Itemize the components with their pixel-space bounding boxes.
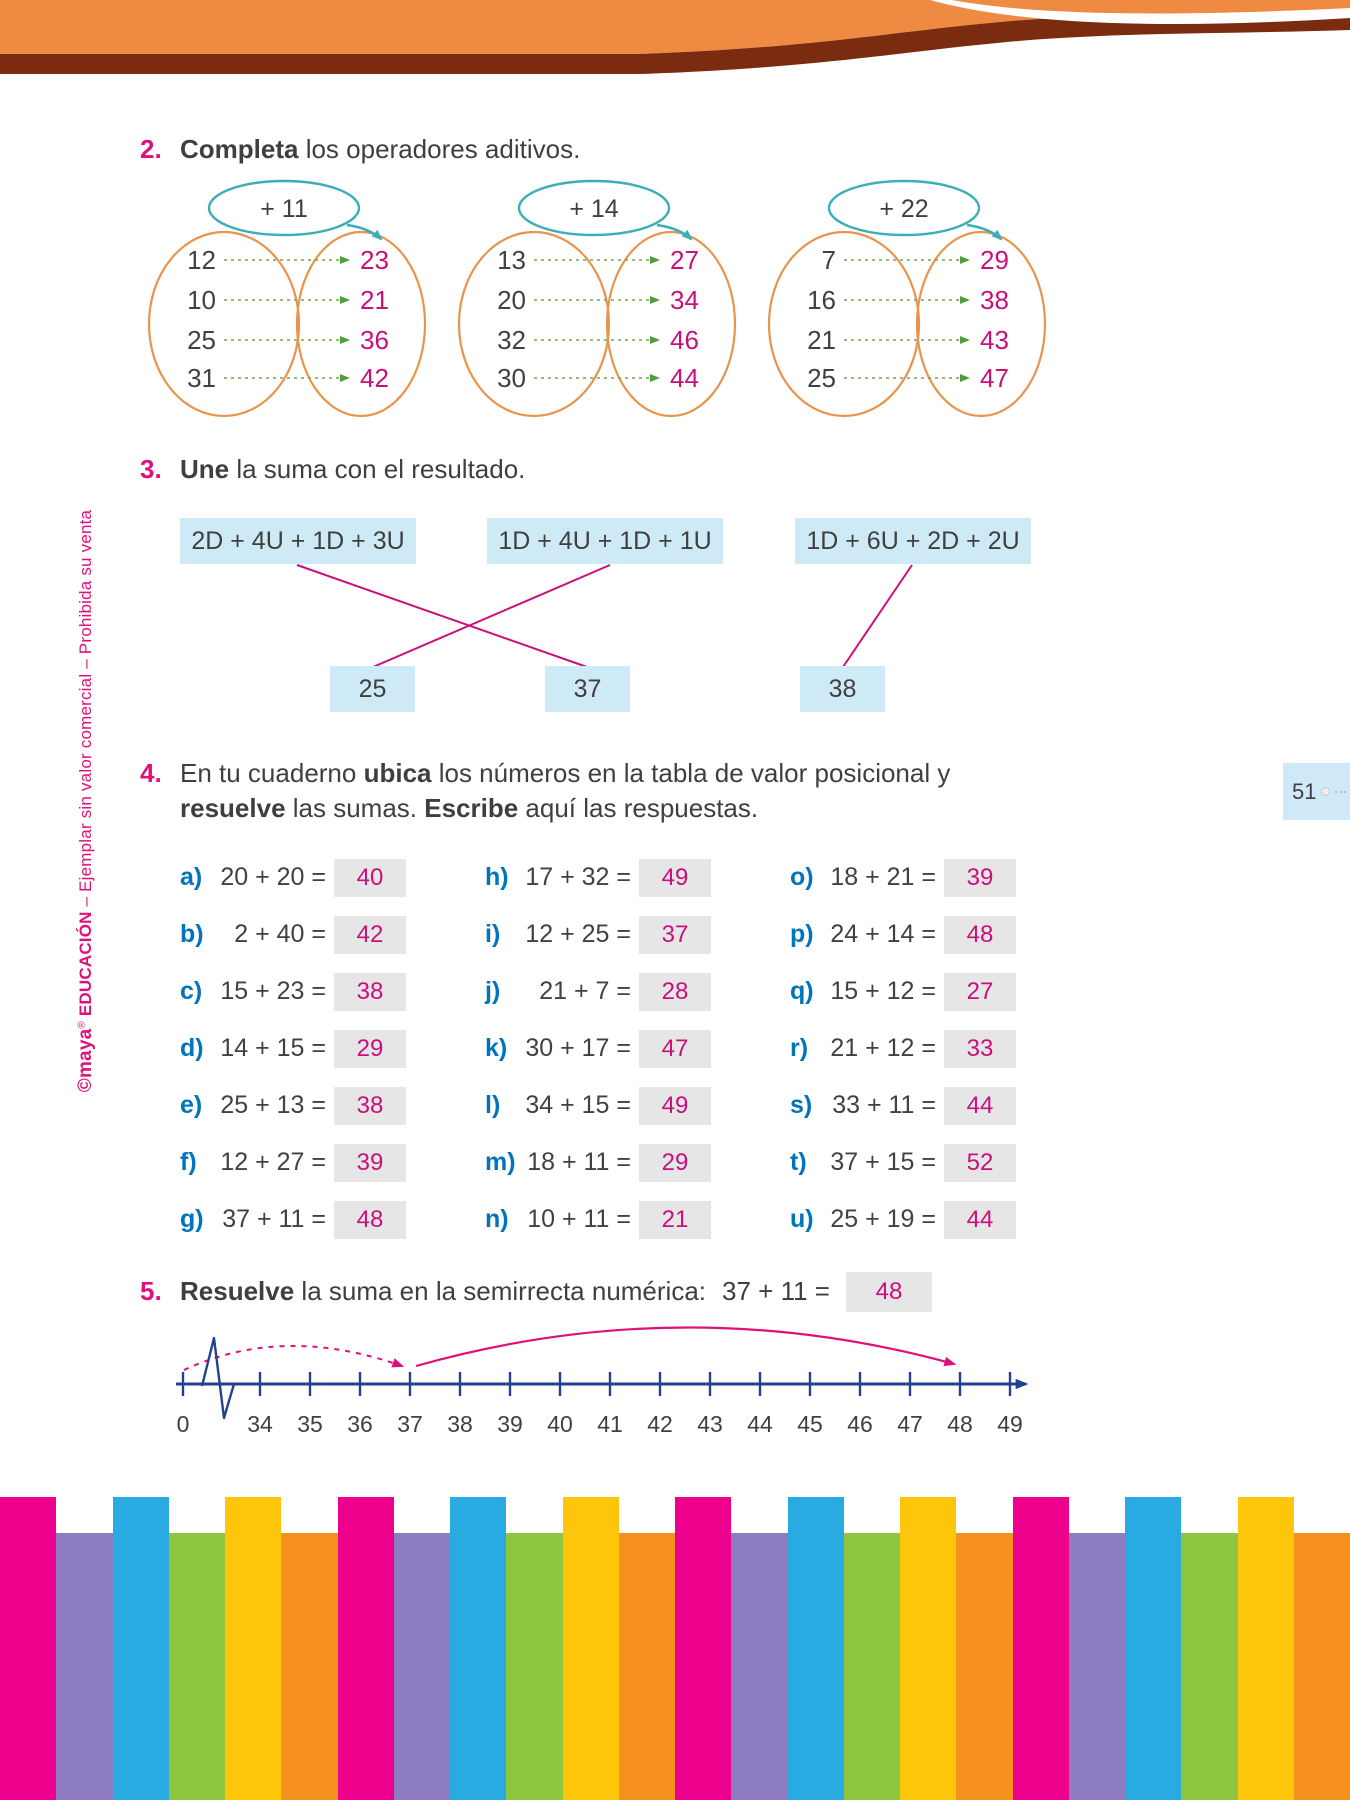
answer-box[interactable]: 39 [334,1144,406,1182]
result-text: 37 [573,674,602,703]
answer-box[interactable]: 49 [639,1087,711,1125]
answer-box[interactable]: 40 [334,859,406,897]
problems-column-2 [485,849,711,1248]
footer-bar [563,1497,619,1800]
footer-bar [675,1497,731,1800]
problem-letter: k) [485,1034,508,1062]
footer-bar [225,1497,281,1800]
footer-bar [619,1533,675,1800]
jump-37-to-48-arc [416,1327,954,1366]
answer-box[interactable]: 48 [334,1201,406,1239]
problem-expression: 21 + 12 = [830,1034,936,1062]
tick-label: 36 [347,1411,373,1437]
title-rest: la suma en la semirrecta numérica: [294,1276,707,1307]
title-bold: Une [180,454,230,484]
sum-text: 2D + 4U + 1D + 3U [191,526,405,555]
input-number: 25 [807,363,836,393]
problem-letter: q) [790,977,814,1005]
tick-label: 48 [947,1411,973,1437]
problem-letter: o) [790,863,814,891]
problem-letter: t) [790,1148,807,1176]
problem-expression: 24 + 14 = [830,920,936,948]
tick-label: 49 [997,1411,1023,1437]
problem-row [180,963,406,1020]
answer-box[interactable]: 39 [944,859,1016,897]
problem-row [180,1020,406,1077]
footer-bar [1181,1533,1237,1800]
footer-bars [0,1497,1350,1800]
problem-row [180,1077,406,1134]
tick-label: 0 [176,1411,190,1437]
problem-expression: 12 + 25 = [525,920,631,948]
title-bold: resuelve [180,793,286,824]
problem-letter: g) [180,1205,204,1233]
footer-bar [169,1533,225,1800]
exercise3-heading [140,452,1100,487]
output-number: 27 [670,245,699,275]
output-number: 47 [980,363,1009,393]
equation: 37 + 11 = [722,1276,830,1307]
footer-bar [506,1533,562,1800]
title-part: los números en la tabla de valor posicional y [431,758,951,788]
page-dot-icon [1321,787,1330,796]
answer-box[interactable]: 29 [639,1144,711,1182]
footer-bar [956,1533,1012,1800]
footer-bar [844,1533,900,1800]
footer-bar [1069,1533,1125,1800]
input-number: 13 [497,245,526,275]
result-text: 25 [358,674,387,703]
answer-box[interactable]: 44 [944,1201,1016,1239]
problem-expression: 30 + 17 = [525,1034,631,1062]
operator-label: + 14 [569,195,619,223]
input-number: 16 [807,285,836,315]
problems-column-3 [790,849,1016,1248]
number-line [168,1322,1060,1454]
tick-label: 47 [897,1411,923,1437]
result-box-37[interactable] [545,666,630,712]
problem-letter: c) [180,977,203,1005]
problem-expression: 14 + 15 = [220,1034,326,1062]
exercise2-heading [140,132,1100,167]
output-number: 42 [360,363,389,393]
problem-expression: 17 + 32 = [525,863,631,891]
operator-diagram-1 [148,178,438,426]
footer-bar [113,1497,169,1800]
output-number: 23 [360,245,389,275]
input-number: 31 [187,363,216,393]
input-number: 12 [187,245,216,275]
axis-break-icon [202,1338,234,1418]
output-number: 21 [360,285,389,315]
title-rest: la suma con el resultado. [229,454,526,484]
tick-label: 37 [397,1411,423,1437]
tick-label: 43 [697,1411,723,1437]
footer-bar [1125,1497,1181,1800]
title-bold: Escribe [424,793,519,824]
problem-expression: 2 + 40 = [234,920,326,948]
output-number: 46 [670,325,699,355]
output-number: 43 [980,325,1009,355]
answer-box[interactable]: 21 [639,1201,711,1239]
tick-label: 44 [747,1411,773,1437]
problem-row [790,849,1016,906]
problem-expression: 20 + 20 = [220,863,326,891]
answer-box[interactable]: 49 [639,859,711,897]
footer-bar [281,1533,337,1800]
result-box-38[interactable] [800,666,885,712]
tick-label: 46 [847,1411,873,1437]
title-part: En tu cuaderno [180,758,364,788]
problem-row [485,1134,711,1191]
footer-bar [394,1533,450,1800]
problem-letter: s) [790,1091,813,1119]
problem-row [180,1134,406,1191]
problem-expression: 12 + 27 = [220,1148,326,1176]
tick-label: 45 [797,1411,823,1437]
footer-bar [56,1533,112,1800]
answer-box[interactable]: 48 [846,1272,932,1312]
answer-box[interactable]: 38 [334,1087,406,1125]
output-number: 29 [980,245,1009,275]
problem-expression: 15 + 12 = [830,977,936,1005]
footer-bar [788,1497,844,1800]
problem-row [790,1077,1016,1134]
footer-bar [731,1533,787,1800]
problem-letter: r) [790,1034,809,1062]
problem-letter: a) [180,863,203,891]
problem-row [790,1134,1016,1191]
problem-row [485,1077,711,1134]
registered-mark: ® [76,1021,88,1029]
result-box-25[interactable] [330,666,415,712]
exercise-number: 2. [140,134,162,164]
problem-expression: 25 + 13 = [220,1091,326,1119]
problem-expression: 18 + 21 = [830,863,936,891]
input-number: 32 [497,325,526,355]
problem-expression: 37 + 11 = [222,1205,326,1233]
match-line-3 [843,565,912,667]
sum-box-2[interactable] [487,518,723,564]
problem-row [790,906,1016,963]
input-number: 21 [807,325,836,355]
problem-row [485,849,711,906]
problem-expression: 25 + 19 = [830,1205,936,1233]
title-part: aquí las respuestas. [518,793,759,824]
tick-label: 40 [547,1411,573,1437]
answer-box[interactable]: 48 [944,916,1016,954]
title-bold: Resuelve [180,1276,295,1307]
title-part: las sumas. [285,793,425,824]
problem-expression: 33 + 11 = [832,1091,936,1119]
sum-text: 1D + 4U + 1D + 1U [498,526,712,555]
output-number: 44 [670,363,699,393]
match-line-1 [297,565,587,667]
operator-label: + 11 [260,195,308,223]
match-lines [150,563,1100,669]
problem-letter: h) [485,863,509,891]
result-text: 38 [828,674,857,703]
sum-text: 1D + 6U + 2D + 2U [806,526,1020,555]
output-number: 34 [670,285,699,315]
page-number-tab [1283,763,1350,820]
tick-label: 41 [597,1411,623,1437]
answer-box[interactable]: 42 [334,916,406,954]
problem-expression: 34 + 15 = [525,1091,631,1119]
input-number: 30 [497,363,526,393]
tick-label: 35 [297,1411,323,1437]
problem-letter: u) [790,1205,814,1233]
footer-bar [1238,1497,1294,1800]
sum-box-3[interactable] [795,518,1031,564]
answer-box[interactable]: 27 [944,973,1016,1011]
problem-letter: b) [180,920,204,948]
problem-row [485,1191,711,1248]
problem-letter: m) [485,1148,516,1176]
answer-box[interactable]: 52 [944,1144,1016,1182]
problem-expression: 10 + 11 = [527,1205,631,1233]
footer-bar [1013,1497,1069,1800]
problem-letter: p) [790,920,814,948]
footer-bar [450,1497,506,1800]
exercise-number: 4. [140,758,162,788]
output-number: 38 [980,285,1009,315]
input-number: 20 [497,285,526,315]
exercise5-heading [140,1272,932,1312]
answer-box[interactable]: 47 [639,1030,711,1068]
problem-row [790,1191,1016,1248]
problem-expression: 37 + 15 = [830,1148,936,1176]
problem-letter: j) [485,977,501,1005]
operator-label: + 22 [879,195,929,223]
problem-row [790,1020,1016,1077]
input-number: 7 [821,245,836,275]
title-bold: Completa [180,134,299,164]
problem-row [485,906,711,963]
problem-letter: d) [180,1034,204,1062]
sidebar-copyright [75,491,101,1111]
problem-row [485,1020,711,1077]
answer-box[interactable]: 29 [334,1030,406,1068]
exercise-number: 5. [140,1276,162,1307]
input-number: 10 [187,285,216,315]
problem-expression: 15 + 23 = [220,977,326,1005]
operator-diagram-2 [458,178,748,426]
exercise-title [180,452,525,487]
tick-label: 38 [447,1411,473,1437]
exercise-title [180,756,1036,826]
problem-row [485,963,711,1020]
problem-letter: l) [485,1091,501,1119]
output-number: 36 [360,325,389,355]
footer-bar [900,1497,956,1800]
problem-row [180,906,406,963]
problem-letter: f) [180,1148,197,1176]
answer-box[interactable]: 37 [639,916,711,954]
top-banner [0,0,1350,100]
sum-box-1[interactable] [180,518,416,564]
publisher-logo: ©maya [75,1028,96,1093]
title-rest: los operadores aditivos. [298,134,581,164]
match-line-2 [373,565,610,667]
problems-column-1 [180,849,406,1248]
copyright-text: – Ejemplar sin valor comercial – Prohibida su venta [76,509,95,912]
tick-label: 42 [647,1411,673,1437]
problem-expression: 21 + 7 = [539,977,631,1005]
operator-diagram-3 [768,178,1058,426]
problem-row [790,963,1016,1020]
problem-letter: i) [485,920,501,948]
exercise-number: 3. [140,454,162,484]
footer-bar [1294,1533,1350,1800]
publisher-name: EDUCACIÓN [76,911,95,1022]
answer-box[interactable]: 33 [944,1030,1016,1068]
answer-box[interactable]: 38 [334,973,406,1011]
input-number: 25 [187,325,216,355]
problem-letter: e) [180,1091,203,1119]
footer-bar [0,1497,56,1800]
tick-label: 34 [247,1411,273,1437]
page-dotted-line [1335,791,1346,793]
answer-box[interactable]: 28 [639,973,711,1011]
title-bold: ubica [363,758,432,788]
problem-row [180,849,406,906]
answer-box[interactable]: 44 [944,1087,1016,1125]
exercise-title [180,132,580,167]
tick-label: 39 [497,1411,523,1437]
exercise4-heading [140,756,1045,826]
problem-row [180,1191,406,1248]
problem-letter: n) [485,1205,509,1233]
exercise-title [180,1274,706,1309]
footer-bar [338,1497,394,1800]
page-number: 51 [1292,778,1317,804]
problem-expression: 18 + 11 = [527,1148,631,1176]
